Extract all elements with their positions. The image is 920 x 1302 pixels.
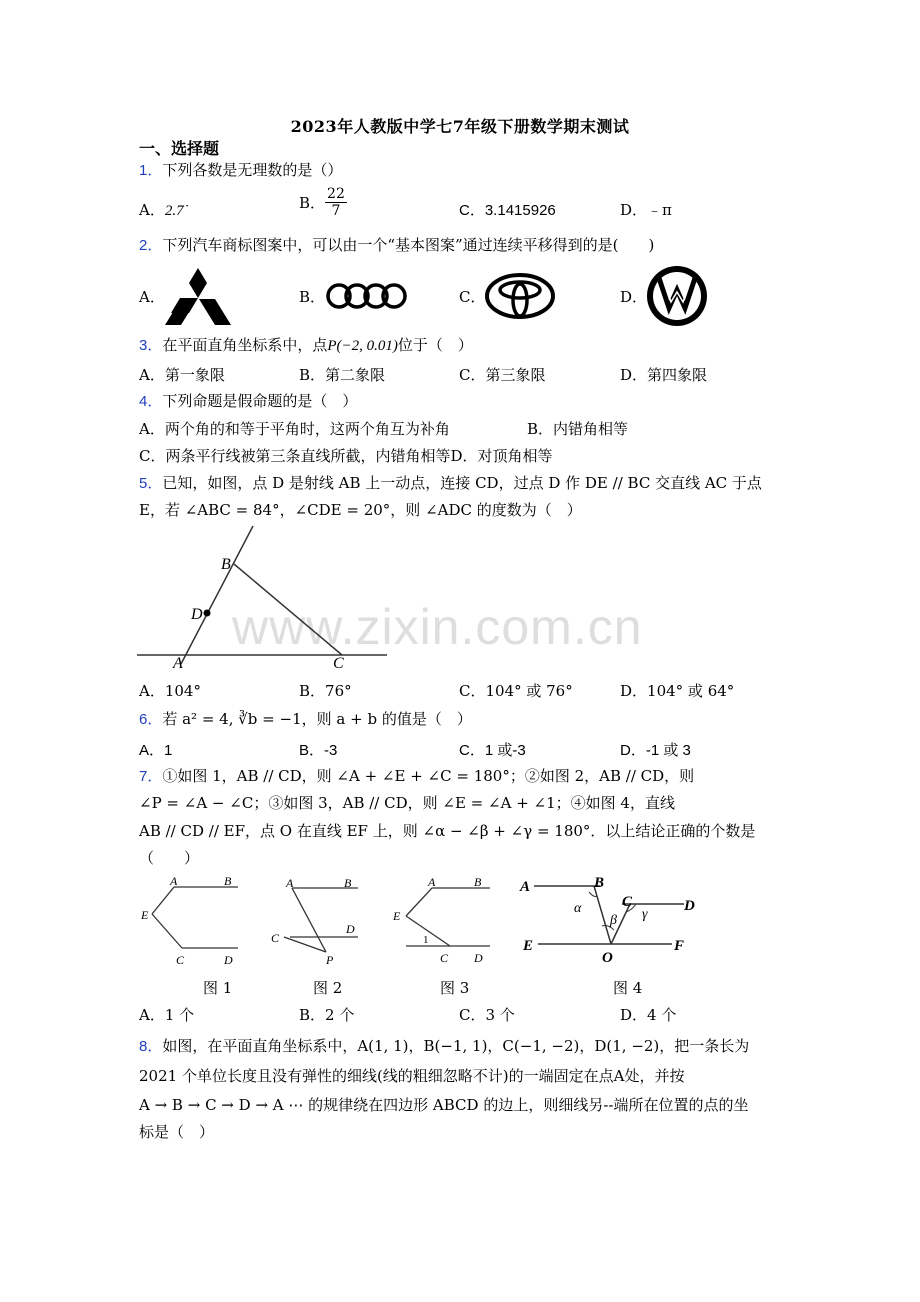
q3-option-d: D．第四象限 xyxy=(620,366,708,384)
option-value: 2.7̇ xyxy=(164,203,184,219)
svg-text:A: A xyxy=(170,874,178,888)
q7-figure-4 xyxy=(518,870,706,970)
q5-option-d: D．104° 或 64° xyxy=(620,682,735,700)
option-value: 3.1415926 xyxy=(484,202,556,219)
svg-text:C: C xyxy=(271,931,280,945)
question-8-line4: 标是（ ） xyxy=(139,1123,215,1141)
volkswagen-logo-icon xyxy=(645,264,709,328)
label-b: B xyxy=(221,556,231,573)
question-text: 若 a² = 4, ∛b = −1，则 a + b 的值是（ ） xyxy=(162,710,472,728)
q1-option-c xyxy=(459,199,556,220)
question-text: 下列命题是假命题的是（ ） xyxy=(162,392,358,410)
point-expression: P(−2, 0.01) xyxy=(327,338,398,354)
question-8-line2: 2021 个单位长度且没有弹性的细线(线的粗细忽略不计)的一端固定在点A处，并按 xyxy=(139,1067,685,1085)
svg-text:F: F xyxy=(674,938,685,954)
q7-option-a: A．1 个 xyxy=(139,1006,195,1024)
section-heading: 一、选择题 xyxy=(139,139,220,158)
question-text: 在平面直角坐标系中，点 xyxy=(162,336,328,354)
label-a: A xyxy=(173,655,183,672)
question-7 xyxy=(139,766,694,787)
svg-text:C: C xyxy=(622,894,633,910)
q2-option-c-label: C． xyxy=(459,288,486,306)
q7-option-d: D．4 个 xyxy=(620,1006,677,1024)
question-7-line4: （ ） xyxy=(139,849,200,867)
q6-option-c: C．1 或-3 xyxy=(459,742,526,759)
question-3 xyxy=(139,335,473,356)
svg-text:1: 1 xyxy=(423,934,429,946)
audi-rings-logo-icon xyxy=(325,282,409,310)
q5-figure xyxy=(137,524,393,674)
page-title: 2023年人教版中学七7年级下册数学期末测试 xyxy=(290,117,630,136)
question-5-line2: E，若 ∠ABC = 84°，∠CDE = 20°，则 ∠ADC 的度数为（ ） xyxy=(139,501,582,519)
svg-text:D: D xyxy=(224,953,233,967)
q3-option-b: B．第二象限 xyxy=(299,366,386,384)
q4-option-a: A．两个角的和等于平角时，这两个角互为补角 xyxy=(139,420,450,438)
question-6 xyxy=(139,709,472,730)
q7-option-c: C．3 个 xyxy=(459,1006,515,1024)
question-text-line1: 已知，如图，点 D 是射线 AB 上一动点，连接 CD，过点 D 作 DE // BC 交直线 AC 于点 xyxy=(162,474,762,492)
q5-option-a: A．104° xyxy=(139,682,201,700)
question-text-end: 位于（ ） xyxy=(397,336,473,354)
question-8-line3: A → B → C → D → A ⋯ 的规律绕在四边形 ABCD 的边上，则细线另--端所在位置的点的坐 xyxy=(139,1096,749,1114)
svg-text:C: C xyxy=(176,953,185,967)
question-number: 3． xyxy=(139,337,163,354)
question-1 xyxy=(139,160,342,181)
svg-text:E: E xyxy=(141,908,149,922)
svg-text:E: E xyxy=(393,909,401,923)
question-text: 下列各数是无理数的是（） xyxy=(162,161,343,179)
svg-text:A: A xyxy=(286,876,294,890)
figure-1-caption: 图 1 xyxy=(203,979,233,997)
figure-3-caption: 图 3 xyxy=(440,979,470,997)
svg-text:O: O xyxy=(602,950,613,966)
question-7-line3: AB // CD // EF，点 O 在直线 EF 上，则 ∠α − ∠β + ∠γ = 180°．以上结论正确的个数是 xyxy=(139,822,756,840)
svg-text:B: B xyxy=(594,875,605,891)
question-number: 5． xyxy=(139,475,163,492)
question-8 xyxy=(139,1036,749,1057)
denominator: 7 xyxy=(331,203,341,219)
toyota-logo-icon xyxy=(484,272,556,320)
q6-option-b: B．-3 xyxy=(299,742,338,759)
q4-option-c-d: C．两条平行线被第三条直线所截，内错角相等D．对顶角相等 xyxy=(139,447,553,465)
svg-text:A: A xyxy=(428,875,436,889)
option-label: C． xyxy=(459,202,485,219)
question-5 xyxy=(139,473,762,494)
svg-text:B: B xyxy=(474,875,482,889)
question-text: 下列汽车商标图案中，可以由一个“基本图案”通过连续平移得到的是( ) xyxy=(162,236,655,254)
svg-text:D: D xyxy=(346,922,355,936)
fraction xyxy=(325,186,347,219)
svg-text:γ: γ xyxy=(642,907,648,922)
option-label: B． xyxy=(299,194,326,212)
figure-4-caption: 图 4 xyxy=(613,979,643,997)
q2-option-a-label: A． xyxy=(139,288,165,306)
mitsubishi-logo-icon xyxy=(163,266,233,328)
question-number: 8． xyxy=(139,1038,163,1055)
q6-option-d: D．-1 或 3 xyxy=(620,742,691,759)
question-number: 6． xyxy=(139,711,163,728)
svg-text:B: B xyxy=(344,876,352,890)
q7-figure-3 xyxy=(390,872,500,972)
option-label: A． xyxy=(139,201,165,219)
question-4 xyxy=(139,391,357,412)
q7-figure-2 xyxy=(268,872,368,972)
q2-option-b-label: B． xyxy=(299,288,326,306)
svg-text:α: α xyxy=(574,901,582,916)
q5-option-c: C．104° 或 76° xyxy=(459,682,573,700)
svg-text:P: P xyxy=(326,953,334,967)
svg-text:β: β xyxy=(610,913,617,928)
option-value: ﹣π xyxy=(647,201,672,219)
question-7-line2: ∠P = ∠A − ∠C；③如图 3，AB // CD，则 ∠E = ∠A + ∠1；④如图 4，直线 xyxy=(139,794,675,812)
q5-option-b: B．76° xyxy=(299,682,352,700)
question-2 xyxy=(139,235,654,256)
q6-option-a: A．1 xyxy=(139,742,173,759)
svg-text:E: E xyxy=(523,938,534,954)
option-label: D． xyxy=(620,201,648,219)
q7-option-b: B．2 个 xyxy=(299,1006,355,1024)
q4-option-b: B．内错角相等 xyxy=(527,420,629,438)
question-text-line1: ①如图 1，AB // CD，则 ∠A + ∠E + ∠C = 180°；②如图 2，AB // CD，则 xyxy=(162,767,695,785)
figure-2-caption: 图 2 xyxy=(313,979,343,997)
watermark: www.zixin.com.cn xyxy=(232,599,643,655)
q7-figure-1 xyxy=(138,872,248,972)
label-c: C xyxy=(333,655,344,672)
question-number: 2． xyxy=(139,237,163,254)
q1-option-a xyxy=(139,199,184,220)
svg-text:B: B xyxy=(224,874,232,888)
q2-option-d-label: D． xyxy=(620,288,648,306)
q1-option-d xyxy=(620,199,672,220)
svg-text:A: A xyxy=(520,879,531,895)
q3-option-c: C．第三象限 xyxy=(459,366,546,384)
question-number: 1． xyxy=(139,162,163,179)
label-d: D xyxy=(191,606,203,623)
numerator: 22 xyxy=(327,186,345,202)
question-text-line1: 如图，在平面直角坐标系中，A(1, 1)，B(−1, 1)，C(−1, −2)，D(1, −2)，把一条长为 xyxy=(162,1037,750,1055)
svg-text:D: D xyxy=(474,951,483,965)
svg-text:C: C xyxy=(440,951,449,965)
q3-option-a: A．第一象限 xyxy=(139,366,225,384)
svg-text:D: D xyxy=(684,898,695,914)
question-number: 7． xyxy=(139,768,163,785)
question-number: 4． xyxy=(139,393,163,410)
q1-option-b xyxy=(299,186,347,219)
